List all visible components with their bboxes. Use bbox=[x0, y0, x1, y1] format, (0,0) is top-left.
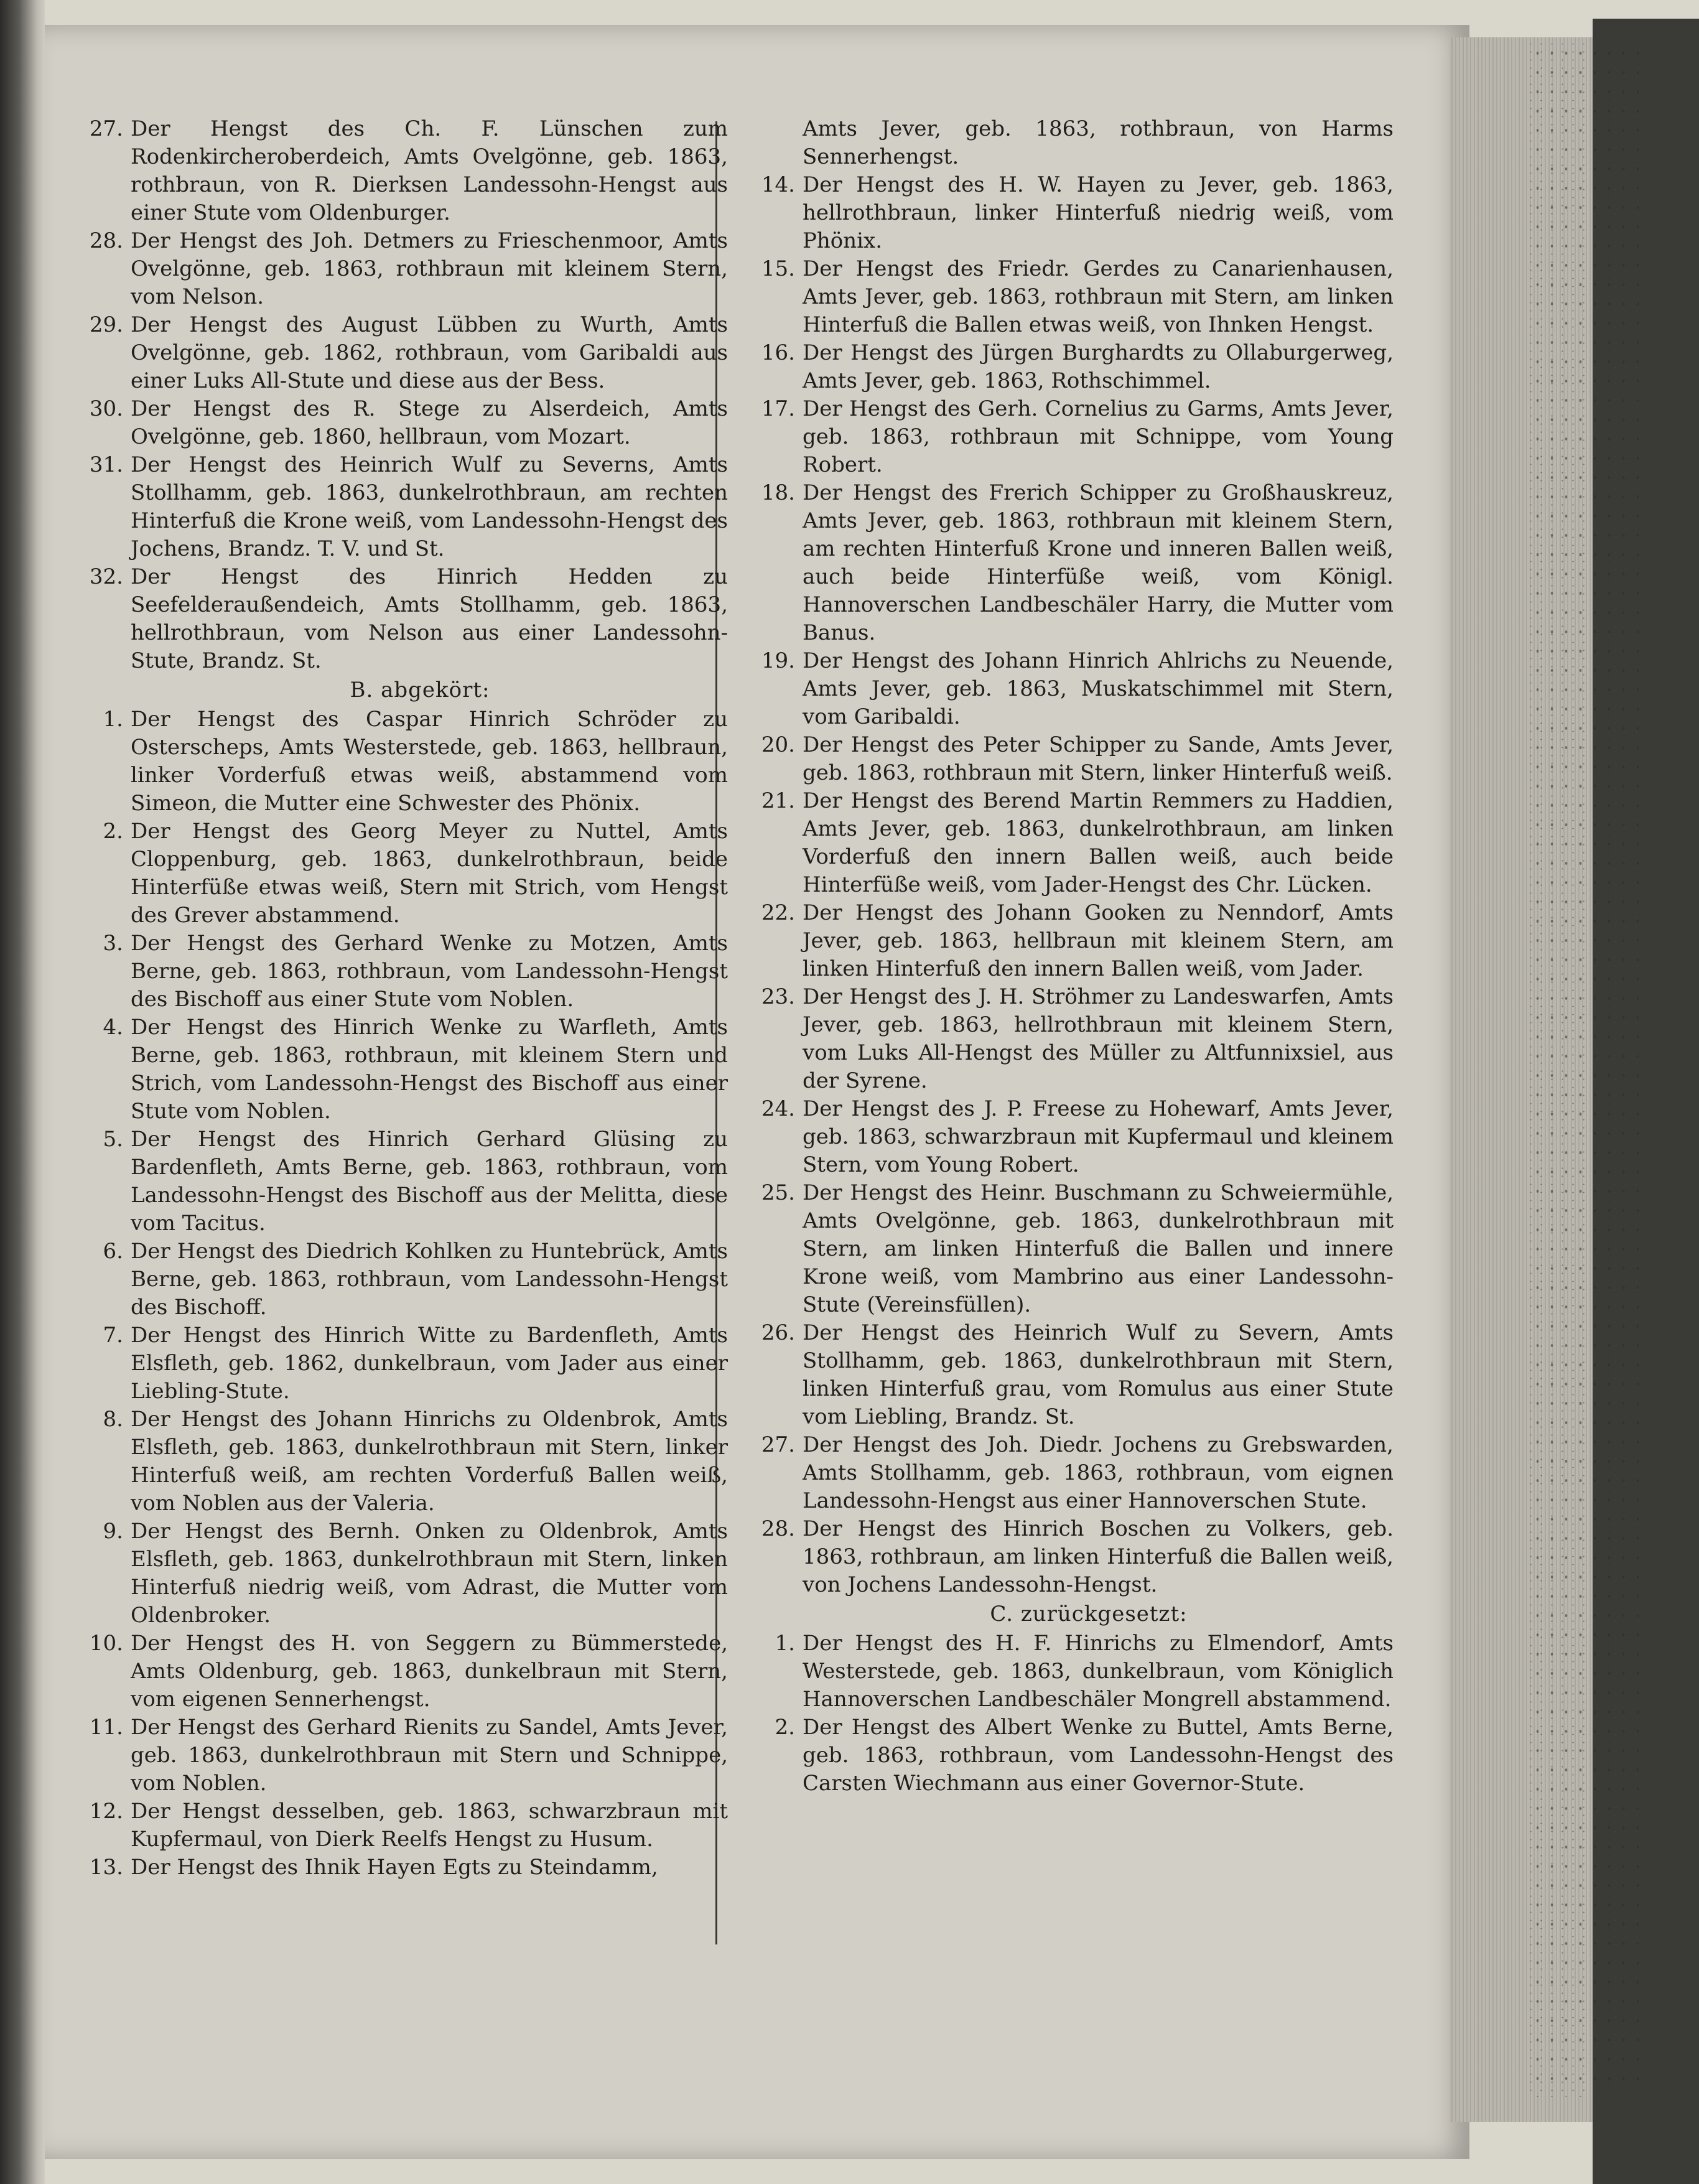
list-entry bbox=[75, 311, 728, 395]
entry-number: 19. bbox=[761, 648, 795, 673]
section-c-entry-list bbox=[747, 1630, 1394, 1798]
entry-number: 32. bbox=[89, 564, 123, 589]
list-entry bbox=[75, 706, 728, 818]
list-entry bbox=[75, 1518, 728, 1630]
list-entry bbox=[75, 1238, 728, 1322]
entry-text: Der Hengst des Albert Wenke zu Buttel, Amts Berne, geb. 1863, rothbraun, vom Landessohn-Hengst des Carsten Wiechmann aus einer Governor-Stute. bbox=[803, 1715, 1394, 1796]
entry-number: 20. bbox=[761, 732, 795, 757]
list-entry bbox=[75, 1714, 728, 1798]
list-entry bbox=[747, 787, 1394, 899]
list-entry bbox=[75, 227, 728, 311]
list-entry bbox=[747, 1179, 1394, 1319]
entry-number: 24. bbox=[761, 1096, 795, 1121]
entry-text: Der Hengst des Johann Gooken zu Nenndorf, Amts Jever, geb. 1863, hellbraun mit kleinem Stern, am linken Hinterfuß den innern Ballen weiß, vom Jader. bbox=[803, 900, 1394, 981]
entry-number: 14. bbox=[761, 172, 795, 197]
entry-number: 28. bbox=[89, 228, 123, 253]
list-entry bbox=[747, 1714, 1394, 1798]
list-entry bbox=[747, 1630, 1394, 1714]
entry-number: 3. bbox=[103, 931, 123, 956]
entry-text: Der Hengst des Heinrich Wulf zu Severns, Amts Stollhamm, geb. 1863, dunkelrothbraun, am rechten Hinterfuß die Krone weiß, vom Landessohn-Hengst des Jochens, Brandz. T. V. und St. bbox=[131, 452, 728, 561]
list-entry bbox=[75, 1406, 728, 1518]
section-b-heading: B. abgekört: bbox=[350, 678, 490, 702]
entry-number: 8. bbox=[103, 1407, 123, 1432]
list-entry bbox=[747, 1319, 1394, 1431]
section-b-entry-list bbox=[75, 706, 728, 1882]
entry-text: Der Hengst des August Lübben zu Wurth, Amts Ovelgönne, geb. 1862, rothbraun, vom Garibaldi aus einer Luks All-Stute und diese aus der Bess. bbox=[131, 312, 728, 393]
cover-speckle-pattern bbox=[1530, 44, 1642, 2097]
entry-number: 10. bbox=[89, 1631, 123, 1656]
entry-text: Der Hengst des Diedrich Kohlken zu Huntebrück, Amts Berne, geb. 1863, rothbraun, vom Landessohn-Hengst des Bischoff. bbox=[131, 1239, 728, 1320]
list-entry bbox=[747, 647, 1394, 731]
entry-number: 13. bbox=[89, 1855, 123, 1880]
entry-number: 31. bbox=[89, 452, 123, 477]
list-entry bbox=[747, 339, 1394, 395]
entry-text: Der Hengst des Hinrich Hedden zu Seefelderaußendeich, Amts Stollhamm, geb. 1863, hellrothbraun, vom Nelson aus einer Landessohn-Stute, Brandz. St. bbox=[131, 564, 728, 673]
entry-number: 29. bbox=[89, 312, 123, 337]
entry-number: 2. bbox=[103, 819, 123, 844]
entry-number: 22. bbox=[761, 900, 795, 925]
entry-text: Der Hengst des Hinrich Witte zu Bardenfleth, Amts Elsfleth, geb. 1862, dunkelbraun, vom Jader aus einer Liebling-Stute. bbox=[131, 1323, 728, 1404]
entry-number: 26. bbox=[761, 1320, 795, 1345]
entry-number: 12. bbox=[89, 1799, 123, 1824]
list-entry bbox=[747, 255, 1394, 339]
entry-number: 30. bbox=[89, 396, 123, 421]
entry-number: 23. bbox=[761, 984, 795, 1009]
entry-text: Der Hengst des H. F. Hinrichs zu Elmendorf, Amts Westerstede, geb. 1863, dunkelbraun, vom Königlich Hannoverschen Landbeschäler Mongrell abstammend. bbox=[803, 1631, 1394, 1712]
entry-number: 1. bbox=[775, 1631, 795, 1656]
entry-text: Der Hengst des Johann Hinrich Ahlrichs zu Neuende, Amts Jever, geb. 1863, Muskatschimmel mit Stern, vom Garibaldi. bbox=[803, 648, 1394, 729]
list-entry bbox=[747, 1095, 1394, 1179]
entry-text: Der Hengst des Joh. Diedr. Jochens zu Grebswarden, Amts Stollhamm, geb. 1863, rothbraun, vom eignen Landessohn-Hengst aus einer Hannoverschen Stute. bbox=[803, 1432, 1394, 1513]
entry-text: Der Hengst des Heinr. Buschmann zu Schweiermühle, Amts Ovelgönne, geb. 1863, dunkelrothbraun mit Stern, am linken Hinterfuß die Ballen und innere Krone weiß, vom Mambrino aus einer Landessohn-Stute (Vereinsfüllen). bbox=[803, 1180, 1394, 1317]
right-entry-list bbox=[747, 171, 1394, 1599]
entry-text: Der Hengst des Ihnik Hayen Egts zu Steindamm, bbox=[131, 1855, 658, 1880]
entry-text: Der Hengst des Bernh. Onken zu Oldenbrok, Amts Elsfleth, geb. 1863, dunkelrothbraun mit Stern, linken Hinterfuß niedrig weiß, vom Adrast, die Mutter vom Oldenbroker. bbox=[131, 1519, 728, 1628]
entry-text: Der Hengst des Frerich Schipper zu Großhauskreuz, Amts Jever, geb. 1863, rothbraun mit kleinem Stern, am rechten Hinterfuß Krone und inneren Ballen weiß, auch beide Hinterfüße weiß, vom Königl. Hannoverschen Landbeschäler Harry, die Mutter vom Banus. bbox=[803, 480, 1394, 645]
entry-text: Der Hengst des Georg Meyer zu Nuttel, Amts Cloppenburg, geb. 1863, dunkelrothbraun, beide Hinterfüße etwas weiß, Stern mit Strich, vom Hengst des Grever abstammend. bbox=[131, 819, 728, 928]
entry-number: 27. bbox=[761, 1432, 795, 1457]
right-column bbox=[747, 115, 1394, 1798]
list-entry bbox=[75, 1322, 728, 1406]
previous-page-edge bbox=[0, 0, 45, 2184]
entry-number: 9. bbox=[103, 1519, 123, 1544]
entry-text: Der Hengst des Heinrich Wulf zu Severn, Amts Stollhamm, geb. 1863, dunkelrothbraun mit Stern, linken Hinterfuß grau, vom Romulus aus einer Stute vom Liebling, Brandz. St. bbox=[803, 1320, 1394, 1429]
list-entry bbox=[75, 1126, 728, 1238]
entry-number: 2. bbox=[775, 1715, 795, 1740]
entry-number: 16. bbox=[761, 340, 795, 365]
entry-text: Der Hengst des Gerh. Cornelius zu Garms, Amts Jever, geb. 1863, rothbraun mit Schnippe, vom Young Robert. bbox=[803, 396, 1394, 477]
list-entry bbox=[75, 930, 728, 1014]
entry-number: 6. bbox=[103, 1239, 123, 1264]
list-entry bbox=[75, 395, 728, 451]
left-entry-list bbox=[75, 115, 728, 675]
entry-number: 5. bbox=[103, 1127, 123, 1152]
entry-number: 18. bbox=[761, 480, 795, 505]
list-entry bbox=[75, 115, 728, 227]
entry-text: Der Hengst des Jürgen Burghardts zu Ollaburgerweg, Amts Jever, geb. 1863, Rothschimmel. bbox=[803, 340, 1394, 393]
entry-text: Der Hengst des H. W. Hayen zu Jever, geb. 1863, hellrothbraun, linker Hinterfuß niedrig weiß, vom Phönix. bbox=[803, 172, 1394, 253]
entry-text: Der Hengst des Friedr. Gerdes zu Canarienhausen, Amts Jever, geb. 1863, rothbraun mit Stern, am linken Hinterfuß die Ballen etwas weiß, von Ihnken Hengst. bbox=[803, 256, 1394, 337]
entry-text: Der Hengst des J. P. Freese zu Hohewarf, Amts Jever, geb. 1863, schwarzbraun mit Kupfermaul und kleinem Stern, vom Young Robert. bbox=[803, 1096, 1394, 1177]
entry-text: Der Hengst des R. Stege zu Alserdeich, Amts Ovelgönne, geb. 1860, hellbraun, vom Mozart. bbox=[131, 396, 728, 449]
entry-text: Der Hengst des Caspar Hinrich Schröder zu Osterscheps, Amts Westerstede, geb. 1863, hellbraun, linker Vorderfuß etwas weiß, abstammend vom Simeon, die Mutter eine Schwester des Phönix. bbox=[131, 707, 728, 816]
entry-text: Der Hengst desselben, geb. 1863, schwarzbraun mit Kupfermaul, von Dierk Reelfs Hengst zu Husum. bbox=[131, 1799, 728, 1852]
entry-number: 21. bbox=[761, 788, 795, 813]
list-entry bbox=[75, 451, 728, 563]
list-entry bbox=[747, 899, 1394, 983]
section-c-heading: C. zurückgesetzt: bbox=[990, 1602, 1188, 1626]
entry-text: Der Hengst des Hinrich Wenke zu Warfleth, Amts Berne, geb. 1863, rothbraun, mit kleinem Stern und Strich, vom Landessohn-Hengst des Bischoff aus einer Stute vom Noblen. bbox=[131, 1015, 728, 1124]
entry-text: Der Hengst des Ch. F. Lünschen zum Rodenkircheroberdeich, Amts Ovelgönne, geb. 1863, rothbraun, von R. Dierksen Landessohn-Hengst aus einer Stute vom Oldenburger. bbox=[131, 116, 728, 225]
entry-number: 1. bbox=[103, 707, 123, 732]
entry-text: Der Hengst des H. von Seggern zu Bümmerstede, Amts Oldenburg, geb. 1863, dunkelbraun mit Stern, vom eigenen Sennerhengst. bbox=[131, 1631, 728, 1712]
list-entry bbox=[75, 1854, 728, 1882]
entry-number: 4. bbox=[103, 1015, 123, 1040]
list-entry bbox=[747, 1515, 1394, 1599]
list-entry bbox=[747, 395, 1394, 479]
entry-text: Der Hengst des Peter Schipper zu Sande, Amts Jever, geb. 1863, rothbraun mit Stern, linker Hinterfuß weiß. bbox=[803, 732, 1394, 785]
entry-text: Der Hengst des Berend Martin Remmers zu Haddien, Amts Jever, geb. 1863, dunkelrothbraun, am linken Vorderfuß den innern Ballen weiß, auch beide Hinterfüße weiß, vom Jader-Hengst des Chr. Lücken. bbox=[803, 788, 1394, 897]
list-entry bbox=[75, 1798, 728, 1854]
list-entry bbox=[747, 479, 1394, 647]
list-entry bbox=[75, 1014, 728, 1126]
entry-text: Der Hengst des Gerhard Rienits zu Sandel, Amts Jever, geb. 1863, dunkelrothbraun mit Stern und Schnippe, vom Noblen. bbox=[131, 1715, 728, 1796]
entry-number: 25. bbox=[761, 1180, 795, 1205]
list-entry bbox=[747, 731, 1394, 787]
entry-number: 11. bbox=[89, 1715, 123, 1740]
entry-text: Der Hengst des Hinrich Gerhard Glüsing zu Bardenfleth, Amts Berne, geb. 1863, rothbraun, vom Landessohn-Hengst des Bischoff aus der Melitta, diese vom Tacitus. bbox=[131, 1127, 728, 1236]
entry-text: Der Hengst des J. H. Ströhmer zu Landeswarfen, Amts Jever, geb. 1863, hellrothbraun mit kleinem Stern, vom Luks All-Hengst des Müller zu Altfunnixsiel, aus der Syrene. bbox=[803, 984, 1394, 1093]
list-entry bbox=[747, 171, 1394, 255]
list-entry bbox=[75, 563, 728, 675]
left-column bbox=[75, 115, 728, 1882]
entry-text: Der Hengst des Joh. Detmers zu Frieschenmoor, Amts Ovelgönne, geb. 1863, rothbraun mit kleinem Stern, vom Nelson. bbox=[131, 228, 728, 309]
entry-number: 15. bbox=[761, 256, 795, 281]
continued-entry-text: Amts Jever, geb. 1863, rothbraun, von Harms Sennerhengst. bbox=[803, 116, 1394, 169]
list-entry bbox=[75, 818, 728, 930]
entry-text: Der Hengst des Johann Hinrichs zu Oldenbrok, Amts Elsfleth, geb. 1863, dunkelrothbraun mit Stern, linker Hinterfuß weiß, am rechten Vorderfuß Ballen weiß, vom Noblen aus der Valeria. bbox=[131, 1407, 728, 1516]
entry-number: 27. bbox=[89, 116, 123, 141]
entry-number: 28. bbox=[761, 1516, 795, 1541]
list-entry bbox=[75, 1630, 728, 1714]
entry-text: Der Hengst des Hinrich Boschen zu Volkers, geb. 1863, rothbraun, am linken Hinterfuß die Ballen weiß, von Jochens Landessohn-Hengst. bbox=[803, 1516, 1394, 1597]
list-entry bbox=[747, 1431, 1394, 1515]
entry-text: Der Hengst des Gerhard Wenke zu Motzen, Amts Berne, geb. 1863, rothbraun, vom Landessohn-Hengst des Bischoff aus einer Stute vom Noblen. bbox=[131, 931, 728, 1012]
entry-number: 17. bbox=[761, 396, 795, 421]
entry-number: 7. bbox=[103, 1323, 123, 1348]
list-entry bbox=[747, 983, 1394, 1095]
